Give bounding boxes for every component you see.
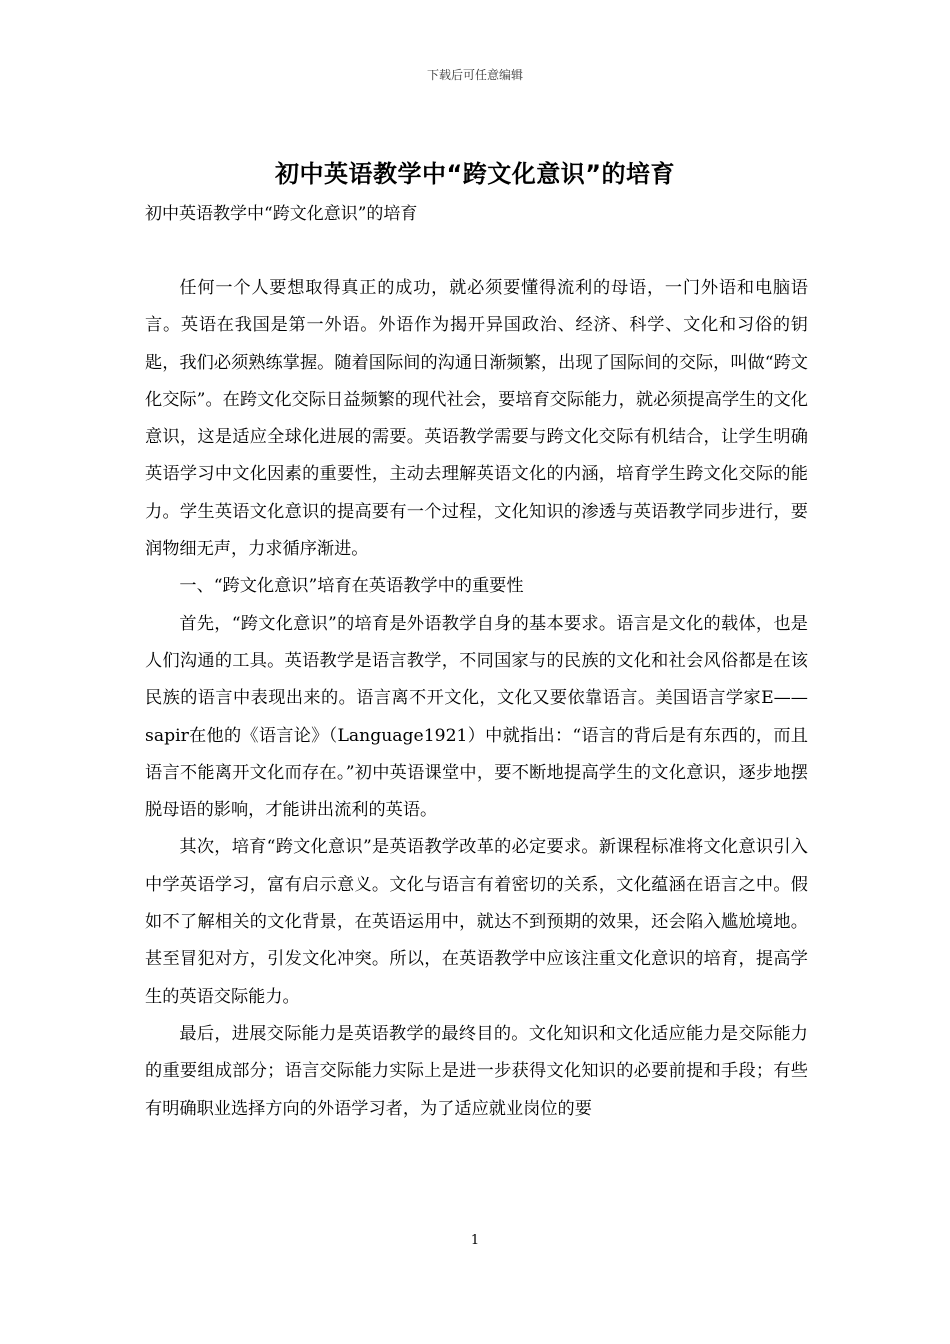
paragraph-intro: 任何一个人要想取得真正的成功，就必须要懂得流利的母语，一门外语和电脑语言。英语在我国是第一外语。外语作为揭开异国政治、经济、科学、文化和习俗的钥匙，我们必须熟练掌握。随着国际间的沟通日渐频繁，出现了国际间的交际，叫做“跨文化交际”。在跨文化交际日益频繁的现代社会，要培育交际能力，就必须提高学生的文化意识，这是适应全球化进展的需要。英语教学需要与跨文化交际有机结合，让学生明确英语学习中文化因素的重要性，主动去理解英语文化的内涵，培育学生跨文化交际的能力。学生英语文化意识的提高要有一个过程，文化知识的渗透与英语教学同步进行，要润物细无声，力求循序渐进。 (145, 278, 808, 560)
document-subtitle: 初中英语教学中“跨文化意识”的培育 (145, 204, 418, 224)
document-body (145, 270, 808, 1128)
paragraph-second: 其次，培育“跨文化意识”是英语教学改革的必定要求。新课程标准将文化意识引入中学英语学习，富有启示意义。文化与语言有着密切的关系，文化蕴涵在语言之中。假如不了解相关的文化背景，在英语运用中，就达不到预期的效果，还会陷入尴尬境地。甚至冒犯对方，引发文化冲突。所以，在英语教学中应该注重文化意识的培育，提高学生的英语交际能力。 (145, 837, 808, 1007)
paragraph-first: 首先，“跨文化意识”的培育是外语教学自身的基本要求。语言是文化的载体，也是人们沟通的工具。英语教学是语言教学，不同国家与的民族的文化和社会风俗都是在该民族的语言中表现出来的。语言离不开文化，文化又要依靠语言。美国语言学家E——sapir在他的《语言论》（Language1921）中就指出：“语言的背后是有东西的，而且语言不能离开文化而存在。”初中英语课堂中，要不断地提高学生的文化意识，逐步地摆脱母语的影响，才能讲出流利的英语。 (145, 613, 808, 821)
paragraph-last: 最后，进展交际能力是英语教学的最终目的。文化知识和文化适应能力是交际能力的重要组成部分；语言交际能力实际上是进一步获得文化知识的必要前提和手段；有些有明确职业选择方向的外语学习者，为了适应就业岗位的要 (145, 1023, 808, 1119)
document-title: 初中英语教学中“跨文化意识”的培育 (274, 160, 676, 188)
page-number: 1 (470, 1233, 480, 1248)
section-heading: 一、“跨文化意识”培育在英语教学中的重要性 (179, 576, 524, 597)
page-header: 下载后可任意编辑 (426, 68, 523, 82)
